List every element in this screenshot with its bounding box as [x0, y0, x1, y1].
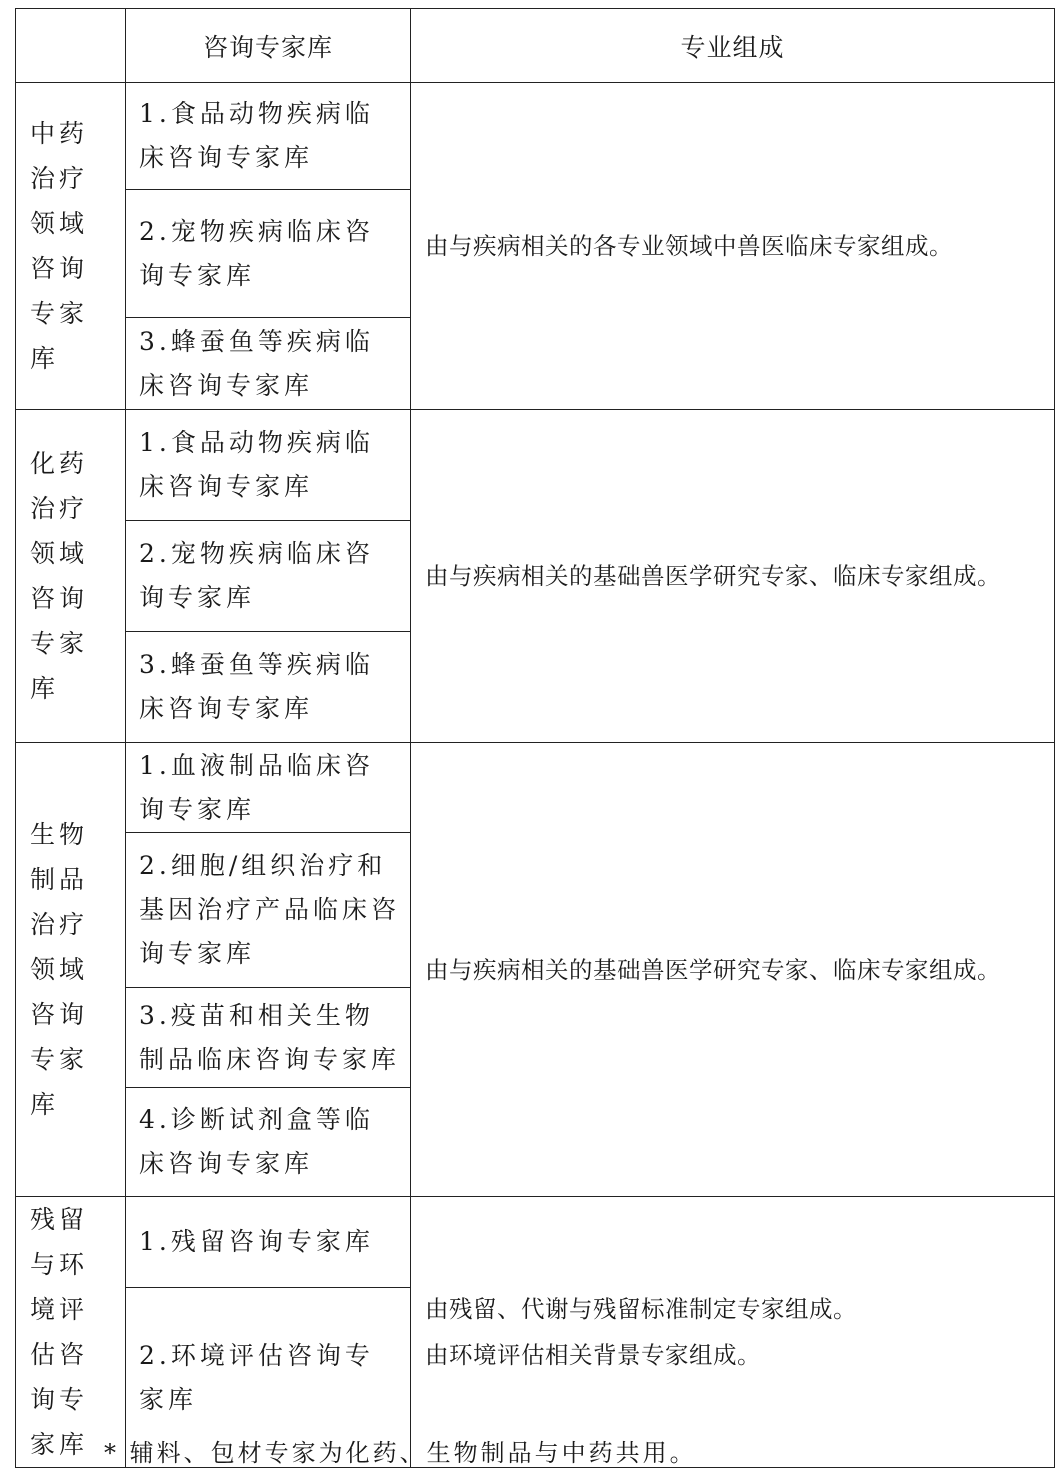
composition-line: 由环境评估相关背景专家组成。: [425, 1341, 761, 1369]
sub-library-item: 2.宠物疾病临床咨询专家库: [126, 190, 411, 318]
composition-chemical: [411, 410, 1055, 743]
composition-residue-environment: [411, 1197, 1055, 1468]
sub-library-item: 1.食品动物疾病临床咨询专家库: [126, 83, 411, 190]
footnote: * 辅料、包材专家为化药、生物制品与中药共用。: [104, 1439, 697, 1467]
composition-tcm: [411, 83, 1055, 410]
header-corner-cell: [16, 9, 126, 83]
category-residue-environment: 残留与环境评估咨询专家库: [16, 1197, 126, 1468]
category-biological: 生物制品治疗领域咨询专家库: [16, 743, 126, 1197]
sub-library-item: 3.蜂蚕鱼等疾病临床咨询专家库: [126, 632, 411, 743]
category-chemical: 化药治疗领域咨询专家库: [16, 410, 126, 743]
table-row: [16, 410, 1055, 521]
header-library: 咨询专家库: [126, 9, 411, 83]
composition-line: 由与疾病相关的基础兽医学研究专家、临床专家组成。: [425, 562, 1001, 590]
sub-library-item: 2.环境评估咨询专家库: [126, 1288, 411, 1468]
sub-library-item: 3.蜂蚕鱼等疾病临床咨询专家库: [126, 318, 411, 410]
header-composition: 专业组成: [411, 9, 1055, 83]
sub-library-item: 1.血液制品临床咨询专家库: [126, 743, 411, 833]
table-row: [16, 743, 1055, 833]
composition-line: 由与疾病相关的各专业领域中兽医临床专家组成。: [425, 232, 953, 260]
table-row: [16, 83, 1055, 190]
sub-library-item: 2.细胞/组织治疗和基因治疗产品临床咨询专家库: [126, 833, 411, 988]
composition-line: 由残留、代谢与残留标准制定专家组成。: [425, 1295, 857, 1323]
table-row: [16, 1197, 1055, 1288]
sub-library-item: 1.食品动物疾病临床咨询专家库: [126, 410, 411, 521]
composition-biological: [411, 743, 1055, 1197]
sub-library-item: 3.疫苗和相关生物制品临床咨询专家库: [126, 988, 411, 1088]
composition-line: 由与疾病相关的基础兽医学研究专家、临床专家组成。: [425, 955, 1001, 984]
sub-library-item: 1.残留咨询专家库: [126, 1197, 411, 1288]
expert-library-table: [15, 8, 1055, 1468]
sub-library-item: 2.宠物疾病临床咨询专家库: [126, 521, 411, 632]
table-header-row: [16, 9, 1055, 83]
sub-library-item: 4.诊断试剂盒等临床咨询专家库: [126, 1088, 411, 1197]
category-tcm: 中药治疗领域咨询专家库: [16, 83, 126, 410]
